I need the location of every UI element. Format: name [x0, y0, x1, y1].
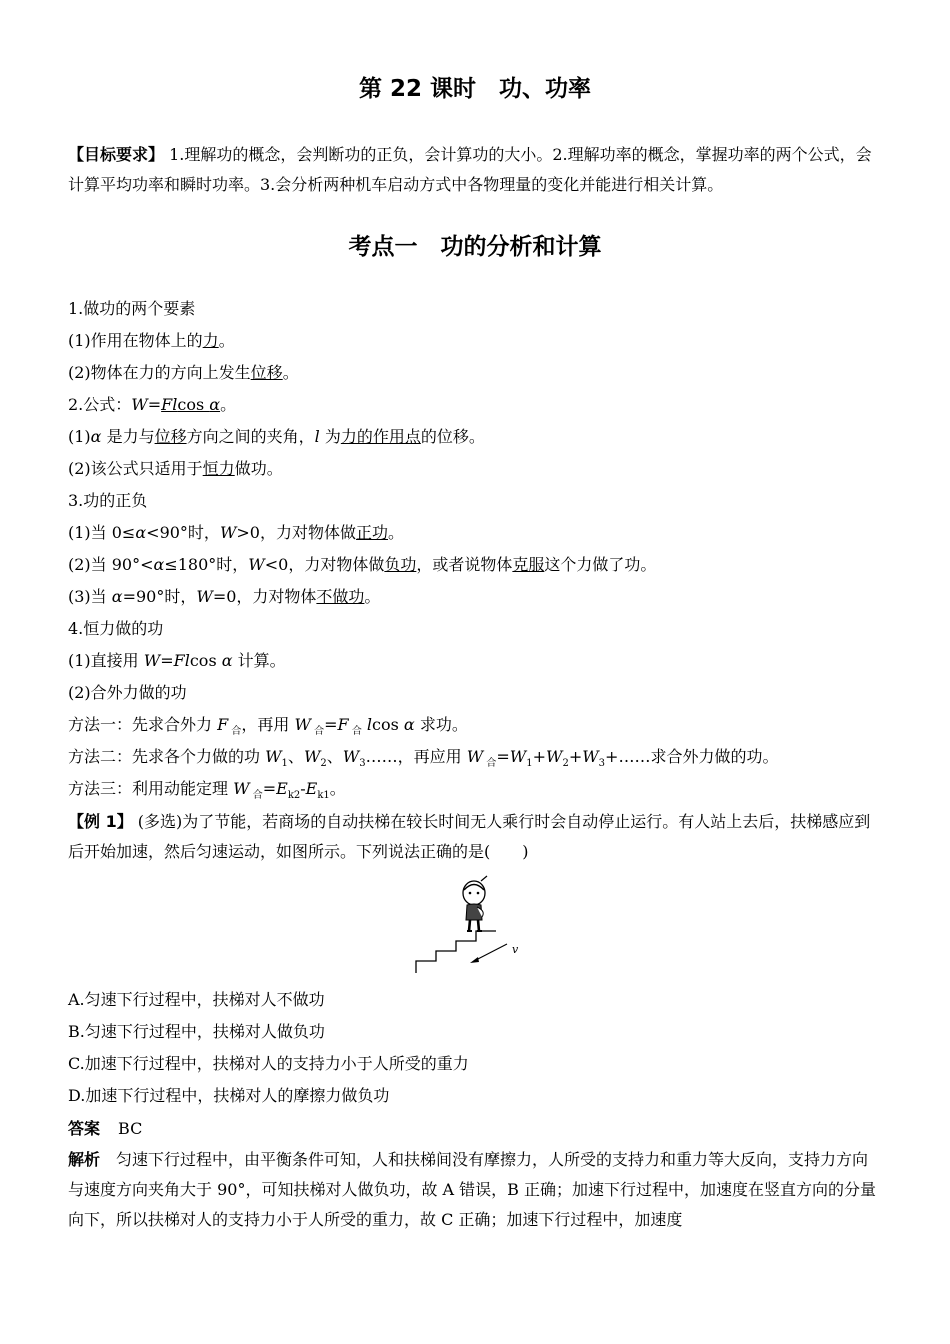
text-line-3: (2)物体在力的方向上发生位移。	[68, 363, 299, 382]
example-label: 【例 1】	[68, 812, 133, 831]
analysis-text: 匀速下行过程中，由平衡条件可知，人和扶梯间没有摩擦力，人所受的支持力和重力等大反向，支持力方向与速度方向夹角大于 90°，可知扶梯对人做负功，故 A 错误，B 正确；加速下行过程中，加速度在竖直方向的分量向下，所以扶梯对人的支持力小于人所受的重力，故 C 正确；加速下行过程中，加速度	[68, 1150, 877, 1229]
objective-paragraph	[68, 140, 880, 200]
text-line-7: 3.功的正负	[68, 491, 148, 510]
method-one-line: 方法一：先求合外力 F $_合$，再用 W $_合$=F $_合$ lcos α 求功。	[68, 715, 468, 738]
answer-line	[68, 1118, 142, 1140]
escalator-figure	[412, 873, 538, 979]
objective-text: 1.理解功的概念，会判断功的正负，会计算功的大小。2.理解功率的概念，掌握功率的两个公式，会计算平均功率和瞬时功率。3.会分析两种机车启动方式中各物理量的变化并能进行相关计算。	[68, 145, 872, 194]
text-line-10: (3)当 α=90°时，W=0，力对物体不做功。	[68, 587, 381, 606]
velocity-label: v	[512, 943, 519, 956]
text-line-11: 4.恒力做的功	[68, 619, 164, 638]
option-c: C.加速下行过程中，扶梯对人的支持力小于人所受的重力	[68, 1054, 469, 1073]
method-three-line: 方法三：利用动能定理 W $_合=E_{k2}-E_{k1}$。	[68, 779, 346, 802]
formula-line: 2.公式：W=Flcos α。	[68, 395, 237, 414]
analysis-label: 解析	[68, 1150, 101, 1169]
text-line-12: (1)直接用 W=Flcos α 计算。	[68, 651, 286, 670]
example-text: (多选)为了节能，若商场的自动扶梯在较长时间无人乘行时会自动停止运行。有人站上去后，扶梯感应到后开始加速，然后匀速运动，如图所示。下列说法正确的是( )	[68, 812, 871, 861]
text-line-13: (2)合外力做的功	[68, 683, 187, 702]
section-title: 考点一 功的分析和计算	[348, 234, 602, 260]
person-figure	[463, 876, 487, 931]
objective-label: 【目标要求】	[68, 145, 165, 164]
analysis-paragraph	[68, 1145, 880, 1235]
option-d: D.加速下行过程中，扶梯对人的摩擦力做负功	[68, 1086, 390, 1105]
text-line-8: (1)当 0≤α<90°时，W>0，力对物体做正功。	[68, 523, 405, 542]
text-line-5: (1)α 是力与位移方向之间的夹角，l 为力的作用点的位移。	[68, 427, 485, 446]
answer-label: 答案	[68, 1119, 101, 1138]
option-b: B.匀速下行过程中，扶梯对人做负功	[68, 1022, 325, 1041]
page-title: 第 22 课时 功、功率	[358, 76, 592, 102]
text-line-2: (1)作用在物体上的力。	[68, 331, 235, 350]
option-a: A.匀速下行过程中，扶梯对人不做功	[68, 990, 325, 1009]
text-line-6: (2)该公式只适用于恒力做功。	[68, 459, 283, 478]
example-paragraph	[68, 807, 880, 867]
answer-value: BC	[118, 1119, 143, 1138]
text-line-1: 1.做功的两个要素	[68, 299, 196, 318]
method-two-line: 方法二：先求各个力做的功 $W_1$、$W_2$、$W_3\dots\dots$，再应用 W $_合=W_1+W_2+W_3+\dots\dots$求合外力做的功。	[68, 747, 779, 770]
text-line-9: (2)当 90°<α≤180°时，W<0，力对物体做负功，或者说物体克服这个力做了功。	[68, 555, 657, 574]
